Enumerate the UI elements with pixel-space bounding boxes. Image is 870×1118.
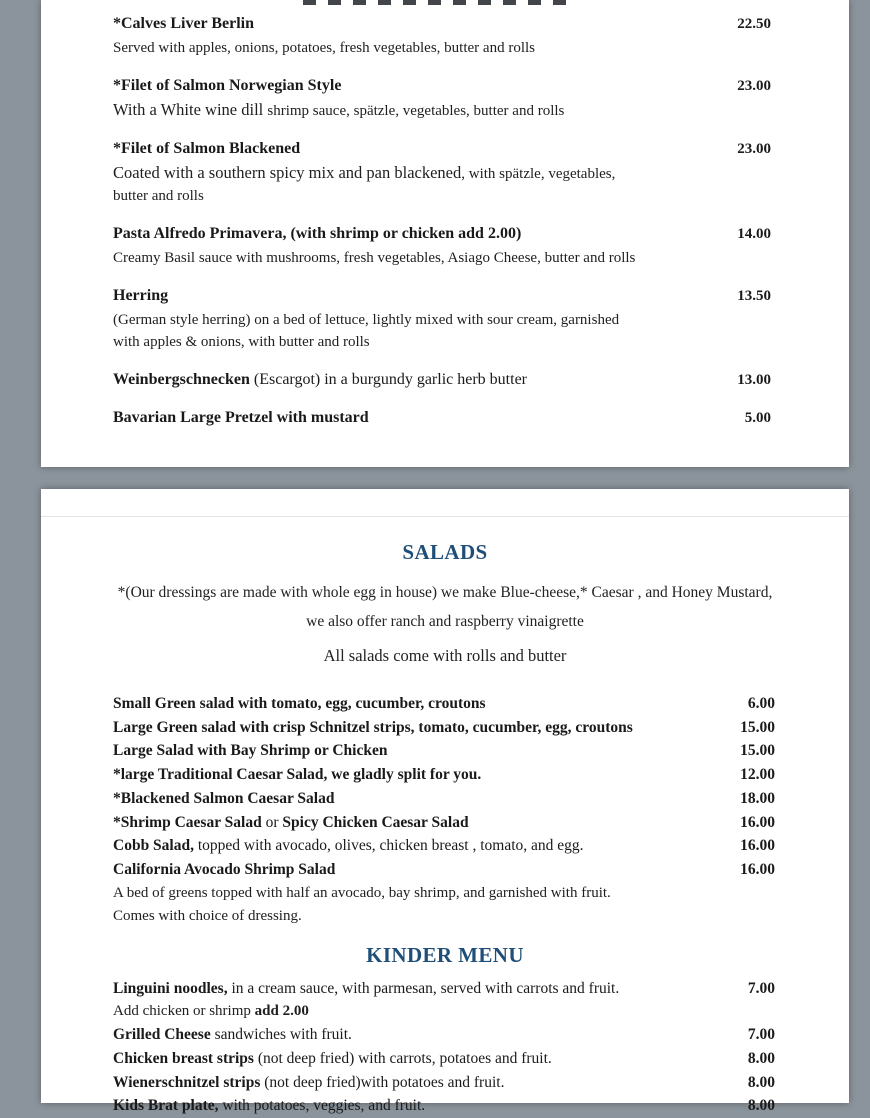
menu-item: [113, 407, 771, 429]
menu-item-name: [113, 1094, 723, 1118]
text-segment: Coated with a southern spicy mix and pan blackened: [113, 163, 462, 182]
menu-page-1: [41, 0, 849, 467]
menu-item: [113, 811, 775, 835]
text-segment: Small Green salad: [113, 695, 235, 712]
menu-item-price: 13.00: [737, 372, 771, 388]
menu-item: [113, 977, 775, 1024]
menu-item-price: 8.00: [747, 1050, 775, 1068]
menu-item-row: [113, 75, 771, 97]
menu-item: [113, 834, 775, 858]
menu-item-price: 7.00: [747, 1026, 775, 1044]
menu-item-row: [113, 285, 771, 307]
menu-item: [113, 223, 771, 269]
menu-item: [113, 716, 775, 740]
menu-item-description: [113, 162, 771, 185]
text-segment: (Escargot) in a burgundy garlic herb butter: [249, 371, 527, 388]
menu-item-name: [113, 763, 723, 787]
text-segment: with apples & onions, with butter and rolls: [113, 334, 370, 350]
menu-item-row: [113, 787, 775, 811]
menu-item-description: [113, 37, 771, 59]
dressings-note-line1: *(Our dressings are made with whole egg in house) we make Blue-cheese,* Caesar , and Honey Mustard,: [117, 584, 773, 601]
menu-item: [113, 75, 771, 122]
text-segment: Large Green salad with crisp Schnitzel strips: [113, 718, 411, 736]
menu-item-name: [113, 407, 735, 429]
salads-list: [41, 667, 849, 928]
menu-item: [113, 1023, 775, 1047]
text-segment: *Filet of Salmon Blackened: [113, 140, 301, 157]
menu-item-name: [113, 834, 723, 858]
text-segment: , with spätzle, vegetables,: [461, 166, 616, 182]
salads-subnote: All salads come with rolls and butter: [323, 646, 567, 665]
menu-item-name: [113, 977, 723, 1001]
menu-item-description: [113, 309, 771, 331]
menu-item-row: [113, 369, 771, 391]
menu-item-name: [113, 369, 727, 391]
menu-item: [113, 285, 771, 353]
menu-item-row: [113, 692, 775, 716]
text-segment: *Blackened Salmon Caesar Salad: [113, 789, 335, 807]
menu-item-name: [113, 1071, 723, 1095]
text-segment: with potatoes, veggies, and fruit.: [218, 1097, 426, 1115]
menu-item-row: [113, 407, 771, 429]
menu-item-description: [113, 905, 775, 928]
menu-item-row: [113, 223, 771, 245]
menu-item-row: [113, 1047, 775, 1071]
text-segment: Kids Brat plate,: [113, 1097, 219, 1115]
clipped-heading-remnant: [303, 0, 571, 5]
text-segment: Large Salad with Bay Shrimp or Chicken: [113, 742, 388, 760]
menu-item: [113, 1094, 775, 1118]
text-segment: butter and rolls: [113, 188, 204, 204]
text-segment: Wienerschnitzel strips: [113, 1073, 261, 1091]
menu-item-row: [113, 834, 775, 858]
menu-item: [113, 1047, 775, 1071]
menu-item-price: 23.00: [737, 141, 771, 157]
menu-item-price: 7.00: [747, 979, 775, 997]
menu-item-row: [113, 716, 775, 740]
menu-item-row: [113, 739, 775, 763]
menu-item-price: 5.00: [744, 410, 771, 426]
text-segment: A bed of greens topped with half an avocado, bay shrimp, and garnished with fruit.: [113, 884, 611, 901]
menu-item-description: [113, 185, 771, 207]
menu-item-row: [113, 138, 771, 160]
menu-item-description: [113, 331, 771, 353]
menu-item-price: 6.00: [747, 695, 775, 712]
text-segment: *Shrimp Caesar Salad: [113, 813, 262, 831]
page-top-rule: [41, 516, 849, 517]
menu-item-price: 22.50: [737, 16, 771, 32]
text-segment: Comes with choice of dressing.: [113, 907, 302, 924]
text-segment: *Calves Liver Berlin: [113, 15, 255, 32]
text-segment: (German style herring) on a bed of lettuce, lightly mixed with sour cream, garnished: [113, 312, 620, 328]
text-segment: With a White wine dill: [113, 100, 268, 119]
text-segment: *large Traditional Caesar Salad, we gladly split for you.: [113, 766, 482, 784]
menu-item-row: [113, 858, 775, 882]
menu-item-name: [113, 787, 723, 811]
text-segment: Bavarian Large Pretzel with mustard: [113, 409, 369, 426]
menu-item: [113, 692, 775, 716]
menu-item: [113, 1071, 775, 1095]
text-segment: Add chicken or shrimp: [113, 1003, 255, 1020]
menu-item-row: [113, 811, 775, 835]
text-segment: California Avocado Shrimp Salad: [113, 860, 336, 878]
menu-item-price: 12.00: [740, 766, 775, 784]
text-segment: Spicy Chicken Caesar Salad: [282, 813, 469, 831]
text-segment: topped with avocado, olives, chicken breast , tomato, and egg.: [193, 837, 584, 855]
menu-item-name: [113, 692, 723, 716]
text-segment: Grilled Cheese: [113, 1026, 211, 1044]
menu-item-row: [113, 1023, 775, 1047]
dressings-note-line2: we also offer ranch and raspberry vinaigrette: [306, 613, 584, 630]
menu-item-price: 16.00: [740, 860, 775, 878]
text-segment: (not deep fried)with potatoes and fruit.: [260, 1073, 505, 1091]
text-segment: add 2.00: [254, 1003, 309, 1020]
menu-item-price: 15.00: [740, 718, 775, 736]
menu-item: [113, 763, 775, 787]
menu-item-description: [113, 247, 771, 269]
text-segment: or: [261, 813, 283, 831]
menu-item: [113, 787, 775, 811]
menu-item: [113, 138, 771, 207]
menu-item-price: 16.00: [740, 837, 775, 855]
text-segment: Herring: [113, 287, 169, 304]
menu-item-name: [113, 1047, 723, 1071]
menu-item-description: [113, 882, 775, 905]
menu-item-name: [113, 75, 727, 97]
menu-item-name: [113, 138, 727, 160]
menu-item-description: [113, 99, 771, 122]
menu-item-name: [113, 1023, 723, 1047]
menu-item-price: 23.00: [737, 78, 771, 94]
dressings-note: [65, 578, 825, 636]
menu-item: [113, 13, 771, 59]
menu-item-name: [113, 811, 723, 835]
menu-item-name: [113, 223, 727, 245]
kinder-menu-heading: KINDER MENU: [366, 942, 524, 967]
text-segment: (not deep fried) with carrots, potatoes and fruit.: [253, 1050, 552, 1068]
text-segment: Linguini noodles,: [113, 979, 228, 997]
menu-item-row: [113, 1071, 775, 1095]
text-segment: in a cream sauce, with parmesan, served with carrots and fruit.: [227, 979, 620, 997]
kinder-menu-list: [41, 968, 849, 1118]
menu-item-price: 16.00: [740, 813, 775, 831]
text-segment: Creamy Basil sauce with mushrooms, fresh vegetables, Asiago Cheese, butter and rolls: [113, 250, 636, 266]
text-segment: Cobb Salad,: [113, 837, 194, 855]
text-segment: sandwiches with fruit.: [210, 1026, 352, 1044]
text-segment: , tomato, cucumber, egg, croutons: [410, 718, 633, 736]
menu-item-price: 18.00: [740, 789, 775, 807]
menu-item: [113, 369, 771, 391]
text-segment: Pasta Alfredo Primavera, (with shrimp or chicken add 2.00): [113, 225, 522, 242]
menu-page-2: [41, 489, 849, 1115]
menu-item-price: 14.00: [737, 226, 771, 242]
menu-item-row: [113, 13, 771, 35]
salads-heading: SALADS: [402, 540, 488, 564]
menu-item-name: [113, 716, 723, 740]
menu-item-price: 8.00: [747, 1073, 775, 1091]
text-segment: Chicken breast strips: [113, 1050, 254, 1068]
text-segment: *Filet of Salmon Norwegian Style: [113, 77, 342, 94]
text-segment: with tomato, egg, cucumber, croutons: [234, 695, 486, 712]
menu-item-price: 8.00: [747, 1097, 775, 1115]
menu-item-price: 13.50: [737, 288, 771, 304]
menu-item-name: [113, 13, 727, 35]
entrees-list: [41, 0, 849, 429]
menu-item-description: [113, 1000, 775, 1023]
menu-item-name: [113, 858, 723, 882]
menu-item-name: [113, 285, 727, 307]
menu-item-row: [113, 1094, 775, 1118]
menu-item-row: [113, 763, 775, 787]
text-segment: Weinbergschnecken: [113, 371, 250, 388]
menu-item: [113, 739, 775, 763]
menu-item-name: [113, 739, 723, 763]
text-segment: shrimp sauce, spätzle, vegetables, butter and rolls: [267, 103, 565, 119]
menu-item-row: [113, 977, 775, 1001]
menu-item-price: 15.00: [740, 742, 775, 760]
text-segment: Served with apples, onions, potatoes, fresh vegetables, butter and rolls: [113, 40, 535, 56]
menu-item: [113, 858, 775, 928]
